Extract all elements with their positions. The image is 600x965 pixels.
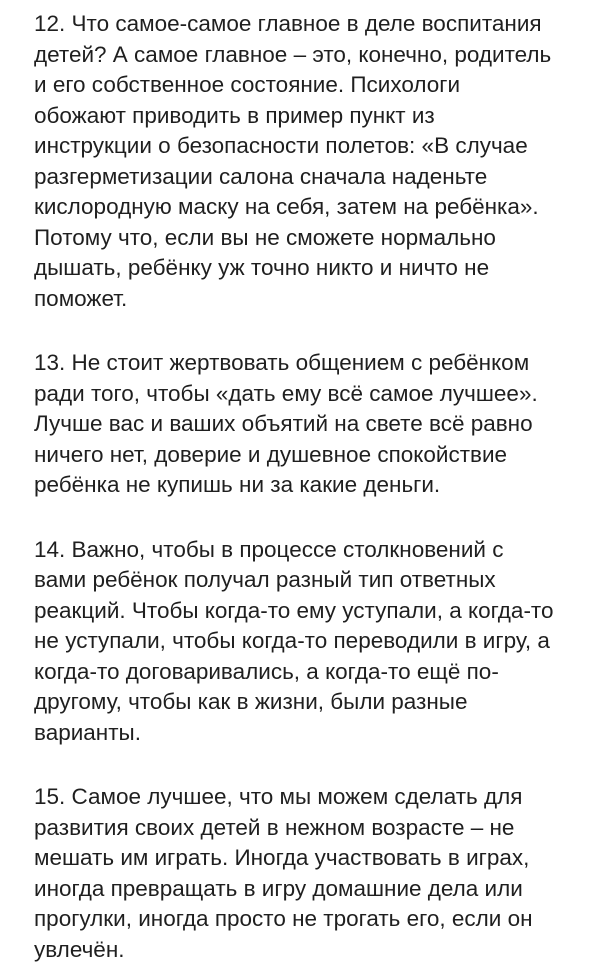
text-line: реакций. Чтобы когда-то ему уступали, а когда-то [34, 596, 590, 627]
paragraph-15 [34, 782, 590, 965]
text-line: 15. Самое лучшее, что мы можем сделать для [34, 782, 590, 813]
article-body [34, 9, 590, 965]
text-line: и его собственное состояние. Психологи [34, 70, 590, 101]
text-line: разгерметизации салона сначала наденьте [34, 162, 590, 193]
text-line: 12. Что самое-самое главное в деле воспитания [34, 9, 590, 40]
text-line: увлечён. [34, 935, 590, 965]
text-line: мешать им играть. Иногда участвовать в играх, [34, 843, 590, 874]
paragraph-spacer [34, 748, 590, 782]
text-line: Потому что, если вы не сможете нормально [34, 223, 590, 254]
text-line: ничего нет, доверие и душевное спокойствие [34, 440, 590, 471]
text-line: развития своих детей в нежном возрасте – не [34, 813, 590, 844]
paragraph-12 [34, 9, 590, 314]
text-line: иногда превращать в игру домашние дела или [34, 874, 590, 905]
text-line: другому, чтобы как в жизни, были разные [34, 687, 590, 718]
text-line: 14. Важно, чтобы в процессе столкновений с [34, 535, 590, 566]
text-line: 13. Не стоит жертвовать общением с ребёнком [34, 348, 590, 379]
paragraph-13 [34, 348, 590, 501]
text-line: варианты. [34, 718, 590, 749]
text-line: не уступали, чтобы когда-то переводили в игру, а [34, 626, 590, 657]
text-line: дышать, ребёнку уж точно никто и ничто не [34, 253, 590, 284]
text-line: вами ребёнок получал разный тип ответных [34, 565, 590, 596]
text-line: обожают приводить в пример пункт из [34, 101, 590, 132]
text-line: детей? А самое главное – это, конечно, родитель [34, 40, 590, 71]
text-line: прогулки, иногда просто не трогать его, если он [34, 904, 590, 935]
paragraph-14 [34, 535, 590, 749]
paragraph-spacer [34, 314, 590, 348]
paragraph-spacer [34, 501, 590, 535]
text-line: инструкции о безопасности полетов: «В случае [34, 131, 590, 162]
text-line: ребёнка не купишь ни за какие деньги. [34, 470, 590, 501]
text-line: кислородную маску на себя, затем на ребёнка». [34, 192, 590, 223]
text-line: поможет. [34, 284, 590, 315]
text-line: когда-то договаривались, а когда-то ещё по- [34, 657, 590, 688]
text-line: Лучше вас и ваших объятий на свете всё равно [34, 409, 590, 440]
text-line: ради того, чтобы «дать ему всё самое лучшее». [34, 379, 590, 410]
